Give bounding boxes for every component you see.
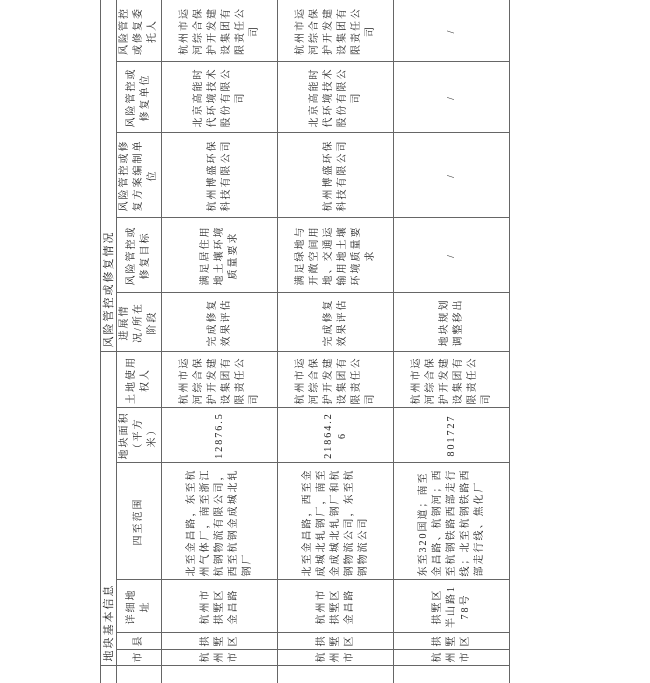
- header-district: 县: [117, 633, 162, 650]
- cell-planner: 杭州博盛环保科技有限公司: [162, 133, 278, 218]
- cell-progress: 完成修复效果评估: [278, 293, 394, 352]
- cell-bounds: 北至金昌路，西至金成城北轧钢厂，南至金成城北轧钢厂和杭钢物流公司，东至杭钢物流公司: [278, 463, 394, 580]
- header-client: 风险管控或修复委托人: [117, 0, 162, 62]
- cell-district: 拱墅区: [278, 633, 394, 650]
- cell-owner: 杭州市运河综合保护开发建设集团有限责任公司: [394, 352, 510, 408]
- edge-cell: [394, 666, 510, 683]
- edge-cell: [117, 666, 162, 683]
- cell-area: 12876.5: [162, 408, 278, 463]
- cell-district: 拱墅区: [162, 633, 278, 650]
- cell-address: 杭州市拱墅区金昌路: [278, 580, 394, 633]
- header-area: 地块面积（平方米）: [117, 408, 162, 463]
- cell-contractor: /: [394, 62, 510, 133]
- group-header-row: [101, 0, 117, 683]
- cell-owner: 杭州市运河综合保护开发建设集团有限责任公司: [278, 352, 394, 408]
- header-address: 详细地址: [117, 580, 162, 633]
- cell-progress: 地块规划调整移出: [394, 293, 510, 352]
- edge-cell: [101, 666, 117, 683]
- cell-planner: /: [394, 133, 510, 218]
- header-contractor: 风险管控或修复单位: [117, 62, 162, 133]
- cell-city: 杭州市: [162, 650, 278, 666]
- table-row: [394, 0, 510, 683]
- header-city: 市: [117, 650, 162, 666]
- header-target: 风险管控或修复目标: [117, 218, 162, 293]
- column-header-row: [117, 0, 162, 683]
- cell-target: 满足绿地与开敞空间用地、交通运输用地土壤环境质量要求: [278, 218, 394, 293]
- cell-bounds: 东至320国道；南至金昌路、杭钢河；西至杭钢铁路西部走行线；北至杭钢铁路西部走行线、焦化厂: [394, 463, 510, 580]
- cell-contractor: 北京高能时代环境技术股份有限公司: [278, 62, 394, 133]
- cell-planner: 杭州博盛环保科技有限公司: [278, 133, 394, 218]
- site-remediation-table: [100, 0, 510, 683]
- cell-address: 杭州市拱墅区金昌路: [162, 580, 278, 633]
- cell-target: 满足居住用地土壤环境质量要求: [162, 218, 278, 293]
- cell-address: 拱墅区半山路178号: [394, 580, 510, 633]
- cell-bounds: 北至金昌路，东至杭州气体厂，南至浙江杭钢物流有限公司，西至杭钢金成城北轧钢厂: [162, 463, 278, 580]
- table-row: [162, 0, 278, 683]
- cell-progress: 完成修复效果评估: [162, 293, 278, 352]
- header-owner: 土地使用权人: [117, 352, 162, 408]
- cell-owner: 杭州市运河综合保护开发建设集团有限责任公司: [162, 352, 278, 408]
- cell-client: 杭州市运河综合保护开发建设集团有限责任公司: [162, 0, 278, 62]
- edge-cell: [278, 666, 394, 683]
- edge-cell: [162, 666, 278, 683]
- cell-area: 21864.26: [278, 408, 394, 463]
- cell-contractor: 北京高能时代环境技术股份有限公司: [162, 62, 278, 133]
- header-progress: 进展情况/所在阶段: [117, 293, 162, 352]
- cell-city: 杭州市: [394, 650, 510, 666]
- header-bounds: 四至范围: [117, 463, 162, 580]
- cell-client: 杭州市运河综合保护开发建设集团有限责任公司: [278, 0, 394, 62]
- cell-district: 拱墅区: [394, 633, 510, 650]
- cell-city: 杭州市: [278, 650, 394, 666]
- group-basic-info: 地块基本信息: [101, 352, 117, 666]
- cell-target: /: [394, 218, 510, 293]
- cell-client: /: [394, 0, 510, 62]
- group-remediation: 风险管控或修复情况: [101, 0, 117, 352]
- table-row: [278, 0, 394, 683]
- cell-area: 801727: [394, 408, 510, 463]
- header-planner: 风险管控或修复方案编制单位: [117, 133, 162, 218]
